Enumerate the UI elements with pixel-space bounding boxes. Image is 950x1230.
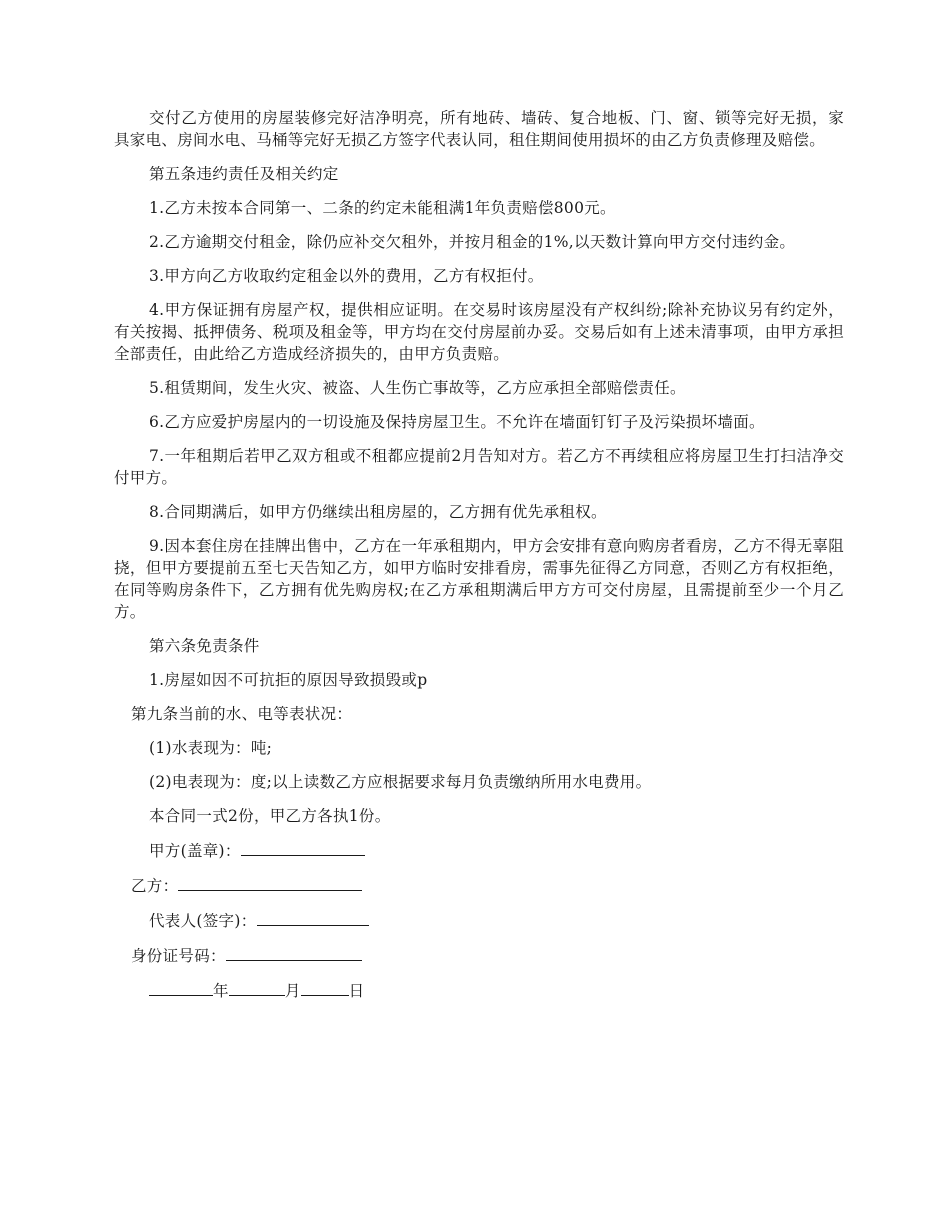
clause-5-2: 2.乙方逾期交付租金，除仍应补交欠租外，并按月租金的1%,以天数计算向甲方交付违约金。 [149,233,796,251]
clause-5-5: 5.租赁期间，发生火灾、被盗、人生伤亡事故等，乙方应承担全部赔偿责任。 [149,379,686,397]
id-number-line [114,944,844,967]
party-b-blank[interactable] [178,874,362,891]
representative-label: 代表人(签字)： [149,912,257,930]
party-a-signature-line [114,839,844,862]
year-blank[interactable] [149,979,213,996]
clause-5-1: 1.乙方未按本合同第一、二条的约定未能租满1年负责赔偿800元。 [149,199,616,217]
party-b-label: 乙方： [131,877,179,895]
clause-5-7: 7.一年租期后若甲乙双方租或不租都应提前2月告知对方。若乙方不再续租应将房屋卫生打扫洁净交付甲方。 [114,447,844,487]
id-number-label: 身份证号码： [131,947,226,965]
date-line [114,979,844,1002]
party-a-blank[interactable] [241,839,365,856]
clause-5-4: 4.甲方保证拥有房屋产权，提供相应证明。在交易时该房屋没有产权纠纷;除补充协议另有约定外，有关按揭、抵押债务、税项及租金等，甲方均在交付房屋前办妥。交易后如有上述未清事项，由甲方承担全部责任，由此给乙方造成经济损失的，由甲方负责赔。 [114,301,844,363]
section-six-heading: 第六条免责条件 [149,637,260,655]
electric-meter-reading: (2)电表现为：度;以上读数乙方应根据要求每月负责缴纳所用水电费用。 [149,773,652,791]
clause-5-9: 9.因本套住房在挂牌出售中，乙方在一年承租期内，甲方会安排有意向购房者看房，乙方不得无辜阻挠，但甲方要提前五至七天告知乙方，如甲方临时安排看房，需事先征得乙方同意，否则乙方有权拒绝，在同等购房条件下，乙方拥有优先购房权;在乙方承租期满后甲方方可交付房屋，且需提前至少一个月乙方。 [114,537,844,621]
section-five-heading: 第五条违约责任及相关约定 [149,165,339,183]
section-nine-heading: 第九条当前的水、电等表状况： [131,705,353,723]
year-label: 年 [213,982,229,1000]
representative-signature-line [114,909,844,932]
day-label: 日 [348,982,365,1000]
id-number-blank[interactable] [226,944,362,961]
month-blank[interactable] [229,979,285,996]
clause-5-6: 6.乙方应爱护房屋内的一切设施及保持房屋卫生。不允许在墙面钉钉子及污染损坏墙面。 [149,413,765,431]
copies-statement: 本合同一式2份，甲乙方各执1份。 [149,807,391,825]
clause-5-3: 3.甲方向乙方收取约定租金以外的费用，乙方有权拒付。 [149,267,544,285]
party-a-label: 甲方(盖章)： [149,842,241,860]
representative-blank[interactable] [257,909,369,926]
party-b-signature-line [114,874,844,897]
clause-5-8: 8.合同期满后，如甲方仍继续出租房屋的，乙方拥有优先承租权。 [149,503,607,521]
document-body [114,107,844,1014]
clause-6-1: 1.房屋如因不可抗拒的原因导致损毁或p [149,671,428,689]
month-label: 月 [284,982,301,1000]
paragraph-handover-condition: 交付乙方使用的房屋装修完好洁净明亮，所有地砖、墙砖、复合地板、门、窗、锁等完好无损，家具家电、房间水电、马桶等完好无损乙方签字代表认同，租住期间使用损坏的由乙方负责修理及赔偿。 [114,109,844,149]
water-meter-reading: (1)水表现为：吨; [149,739,273,757]
day-blank[interactable] [301,979,349,996]
